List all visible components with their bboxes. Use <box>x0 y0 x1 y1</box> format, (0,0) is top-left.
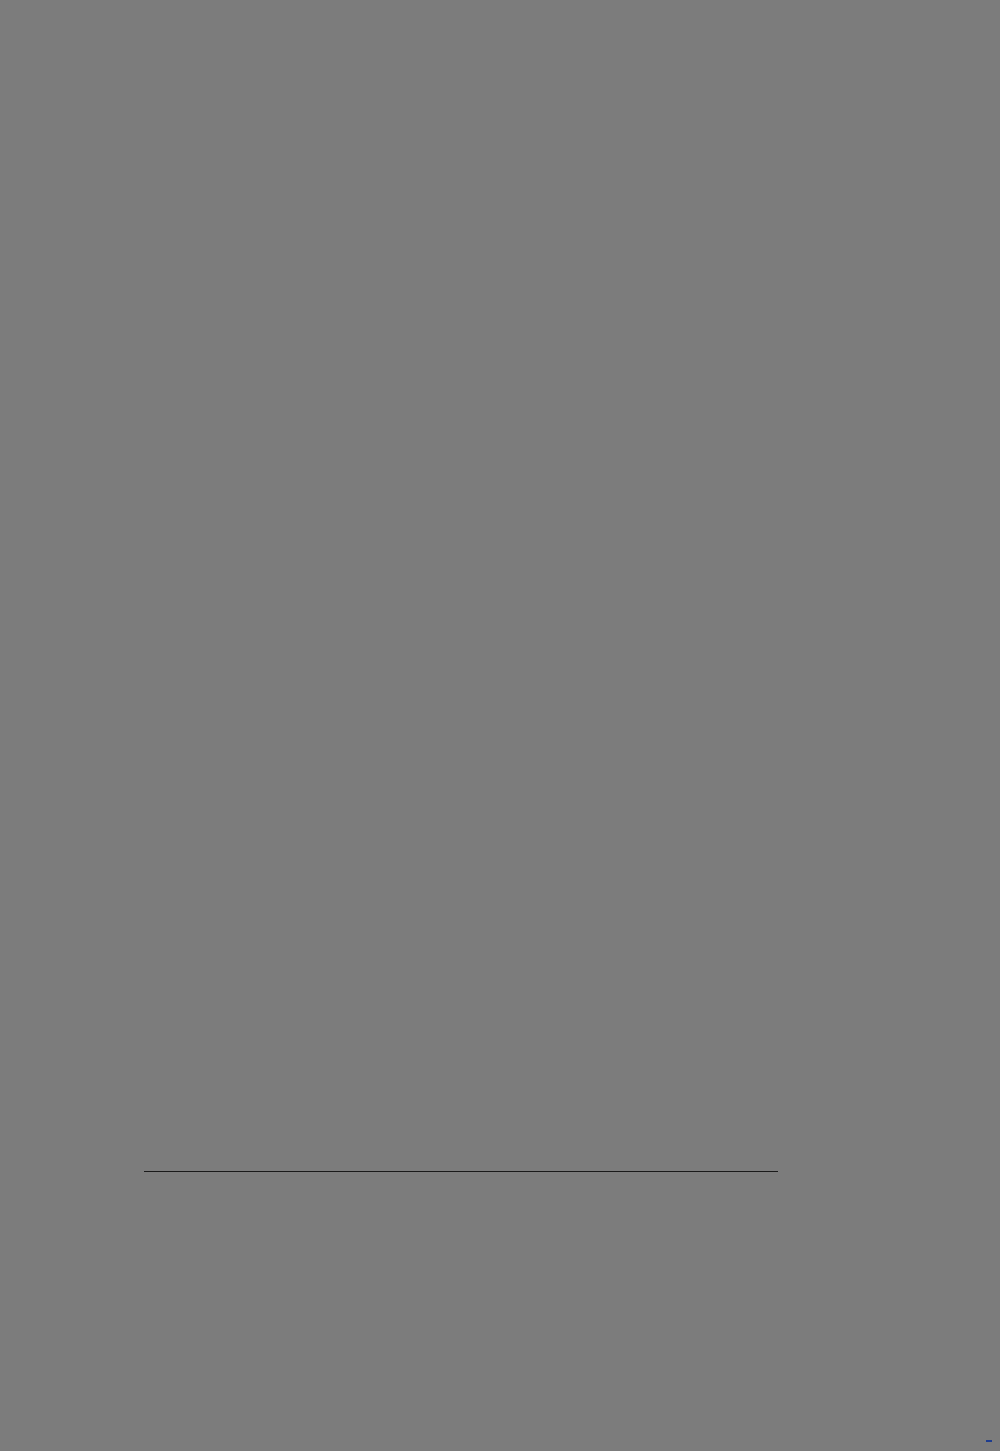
dfg-banner <box>983 1432 992 1446</box>
footnote-divider <box>144 1171 778 1172</box>
dfg-logo <box>986 1440 992 1442</box>
